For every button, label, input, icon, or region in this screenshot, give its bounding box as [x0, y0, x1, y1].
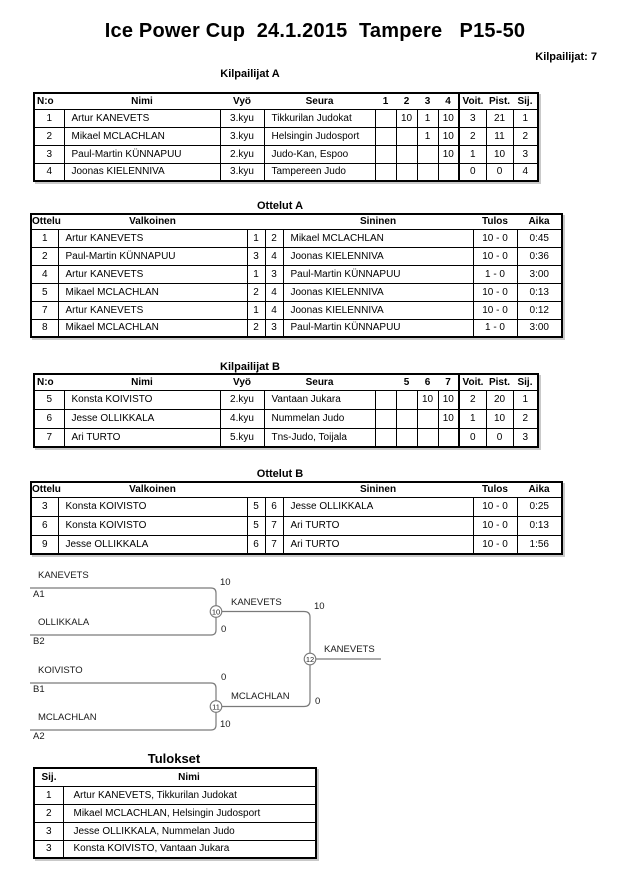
col-header-n1 [247, 482, 265, 497]
cell-nimi: Joonas KIELENNIVA [64, 163, 220, 181]
cell-voit: 1 [459, 145, 486, 163]
header-row [31, 214, 562, 229]
bracket-seed-b1: B1 [33, 684, 45, 695]
cell-r2: 10 [396, 109, 417, 127]
cell-vyo: 5.kyu [220, 428, 264, 447]
col-header-ottelu: Ottelu [31, 482, 58, 497]
cell-vyo: 4.kyu [220, 409, 264, 428]
cell-voit: 0 [459, 163, 486, 181]
cell-r1 [375, 127, 396, 145]
header-row [34, 374, 538, 390]
cell-pist: 0 [486, 163, 513, 181]
result-row [34, 804, 316, 822]
cell-nimi: Ari TURTO [64, 428, 220, 447]
col-header-7: 7 [438, 374, 459, 390]
col-header-n2 [265, 214, 283, 229]
cell-ottelu: 3 [31, 497, 58, 516]
cell-aika: 0:36 [517, 247, 562, 265]
match-row [31, 283, 562, 301]
bracket-semi2-winner-score: 0 [315, 696, 321, 707]
cell-sininen: Ari TURTO [283, 516, 473, 535]
col-header-voit: Voit. [459, 93, 486, 109]
col-header-sininen: Sininen [283, 214, 473, 229]
bracket-semi1-winner-score: 10 [314, 601, 325, 612]
cell-tulos: 10 - 0 [473, 301, 517, 319]
match-row [31, 247, 562, 265]
cell-r1 [375, 145, 396, 163]
cell-sij: 3 [513, 145, 538, 163]
section-title-kilpailijat-a: Kilpailijat A [220, 68, 280, 80]
col-header-tulos: Tulos [473, 482, 517, 497]
col-header-aika: Aika [517, 214, 562, 229]
cell-no: 6 [34, 409, 64, 428]
cell-pist: 10 [486, 409, 513, 428]
cell-seura: Tampereen Judo [264, 163, 375, 181]
match-row [31, 265, 562, 283]
cell-sininen: Ari TURTO [283, 535, 473, 554]
cell-r2 [396, 127, 417, 145]
cell-no: 5 [34, 390, 64, 409]
col-header-sininen: Sininen [283, 482, 473, 497]
cell-valkoinen: Mikael MCLACHLAN [58, 319, 247, 337]
cell-valkoinen: Mikael MCLACHLAN [58, 283, 247, 301]
cell-sininen: Paul-Martin KÜNNAPUU [283, 319, 473, 337]
kilpailijat-a-table [33, 92, 539, 182]
cell-pist: 0 [486, 428, 513, 447]
ottelut-a-table [30, 213, 563, 338]
cell-sij: 2 [513, 409, 538, 428]
cell-aika: 0:25 [517, 497, 562, 516]
bracket-score-a1: 10 [220, 577, 231, 588]
cell-aika: 0:13 [517, 516, 562, 535]
cell-no: 4 [34, 163, 64, 181]
cell-r4: 10 [438, 109, 459, 127]
cell-sininen: Paul-Martin KÜNNAPUU [283, 265, 473, 283]
cell-tulos: 1 - 0 [473, 265, 517, 283]
cell-tulos: 10 - 0 [473, 247, 517, 265]
cell-r2 [396, 409, 417, 428]
cell-sij: 1 [513, 109, 538, 127]
competitor-row [34, 428, 538, 447]
cell-r1 [375, 428, 396, 447]
cell-voit: 0 [459, 428, 486, 447]
cell-n1: 3 [247, 247, 265, 265]
cell-tulos: 10 - 0 [473, 283, 517, 301]
competitor-count: Kilpailijat: 7 [535, 51, 597, 63]
bracket-score-b1: 0 [221, 672, 227, 683]
cell-r2 [396, 390, 417, 409]
cell-sij: 1 [513, 390, 538, 409]
col-header-ottelu: Ottelu [31, 214, 58, 229]
section-title-tulokset: Tulokset [147, 751, 201, 766]
col-header-2: 2 [396, 93, 417, 109]
cell-r1 [375, 109, 396, 127]
page-title: Ice Power Cup 24.1.2015 Tampere P15-50 [104, 20, 526, 42]
cell-ottelu: 9 [31, 535, 58, 554]
col-header-vyo: Vyö [220, 374, 264, 390]
tulokset-table [33, 767, 317, 859]
col-header-pist: Pist. [486, 93, 513, 109]
match-row [31, 229, 562, 247]
cell-pist: 20 [486, 390, 513, 409]
cell-aika: 0:45 [517, 229, 562, 247]
cell-nimi: Jesse OLLIKKALA, Nummelan Judo [63, 822, 316, 840]
cell-sij: 3 [34, 840, 63, 858]
col-header-3: 3 [417, 93, 438, 109]
cell-r2 [396, 428, 417, 447]
cell-vyo: 2.kyu [220, 390, 264, 409]
cell-n2: 4 [265, 283, 283, 301]
cell-ottelu: 4 [31, 265, 58, 283]
col-header-seura: Seura [264, 374, 375, 390]
col-header-5: 5 [396, 374, 417, 390]
bracket-score-b2: 0 [221, 624, 227, 635]
cell-r3 [417, 145, 438, 163]
col-header-blank [375, 374, 396, 390]
cell-sininen: Joonas KIELENNIVA [283, 283, 473, 301]
cell-aika: 3:00 [517, 319, 562, 337]
col-header-nimi: Nimi [64, 374, 220, 390]
cell-sij: 2 [513, 127, 538, 145]
match-row [31, 497, 562, 516]
cell-aika: 3:00 [517, 265, 562, 283]
cell-n1: 1 [247, 301, 265, 319]
bracket-player-b2: OLLIKKALA [38, 617, 90, 628]
ottelut-b-table [30, 481, 563, 555]
bracket-player-a2: MCLACHLAN [38, 712, 97, 723]
cell-n1: 1 [247, 265, 265, 283]
header-row [34, 768, 316, 786]
cell-r2 [396, 163, 417, 181]
elimination-bracket [0, 565, 630, 765]
cell-ottelu: 8 [31, 319, 58, 337]
competitor-row [34, 390, 538, 409]
col-header-sij: Sij. [513, 93, 538, 109]
cell-sininen: Joonas KIELENNIVA [283, 247, 473, 265]
cell-vyo: 3.kyu [220, 127, 264, 145]
bracket-final-winner: KANEVETS [324, 644, 375, 655]
cell-nimi: Mikael MCLACHLAN, Helsingin Judosport [63, 804, 316, 822]
kilpailijat-b-table [33, 373, 539, 448]
cell-r1 [375, 163, 396, 181]
match-row [31, 535, 562, 554]
cell-valkoinen: Konsta KOIVISTO [58, 516, 247, 535]
col-header-voit: Voit. [459, 374, 486, 390]
cell-n2: 6 [265, 497, 283, 516]
result-row [34, 840, 316, 858]
cell-n1: 1 [247, 229, 265, 247]
header-row [31, 482, 562, 497]
col-header-vyo: Vyö [220, 93, 264, 109]
col-header-nimi: Nimi [64, 93, 220, 109]
cell-vyo: 3.kyu [220, 163, 264, 181]
bracket-player-a1: KANEVETS [38, 570, 89, 581]
cell-n2: 2 [265, 229, 283, 247]
cell-pist: 11 [486, 127, 513, 145]
col-header-aika: Aika [517, 482, 562, 497]
cell-sininen: Jesse OLLIKKALA [283, 497, 473, 516]
col-header-tulos: Tulos [473, 214, 517, 229]
cell-nimi: Paul-Martin KÜNNAPUU [64, 145, 220, 163]
col-header-n1 [247, 214, 265, 229]
cell-voit: 2 [459, 390, 486, 409]
cell-valkoinen: Artur KANEVETS [58, 265, 247, 283]
cell-seura: Tikkurilan Judokat [264, 109, 375, 127]
cell-no: 7 [34, 428, 64, 447]
cell-ottelu: 1 [31, 229, 58, 247]
match-number-10: 10 [211, 607, 221, 617]
cell-tulos: 10 - 0 [473, 516, 517, 535]
cell-valkoinen: Paul-Martin KÜNNAPUU [58, 247, 247, 265]
cell-valkoinen: Jesse OLLIKKALA [58, 535, 247, 554]
cell-no: 1 [34, 109, 64, 127]
cell-r3 [417, 163, 438, 181]
cell-seura: Helsingin Judosport [264, 127, 375, 145]
match-row [31, 516, 562, 535]
cell-r4 [438, 163, 459, 181]
cell-r4: 10 [438, 390, 459, 409]
cell-aika: 0:12 [517, 301, 562, 319]
cell-voit: 2 [459, 127, 486, 145]
col-header-valkoinen: Valkoinen [58, 482, 247, 497]
section-title-ottelut-b: Ottelut B [256, 468, 304, 480]
cell-vyo: 2.kyu [220, 145, 264, 163]
bracket-seed-a2: A2 [33, 731, 45, 742]
match-row [31, 319, 562, 337]
cell-n2: 7 [265, 516, 283, 535]
cell-sij: 1 [34, 786, 63, 804]
cell-voit: 3 [459, 109, 486, 127]
col-header-sij: Sij. [513, 374, 538, 390]
cell-n1: 5 [247, 516, 265, 535]
cell-vyo: 3.kyu [220, 109, 264, 127]
section-title-kilpailijat-b: Kilpailijat B [220, 361, 280, 373]
cell-seura: Judo-Kan, Espoo [264, 145, 375, 163]
col-header-valkoinen: Valkoinen [58, 214, 247, 229]
competitor-row [34, 409, 538, 428]
cell-valkoinen: Artur KANEVETS [58, 229, 247, 247]
cell-r4: 10 [438, 409, 459, 428]
cell-valkoinen: Konsta KOIVISTO [58, 497, 247, 516]
bracket-seed-a1: A1 [33, 589, 45, 600]
cell-tulos: 10 - 0 [473, 535, 517, 554]
bracket-score-a2: 10 [220, 719, 231, 730]
col-header-n2 [265, 482, 283, 497]
cell-nimi: Artur KANEVETS, Tikkurilan Judokat [63, 786, 316, 804]
cell-no: 3 [34, 145, 64, 163]
cell-sij: 4 [513, 163, 538, 181]
cell-n2: 3 [265, 265, 283, 283]
cell-n2: 3 [265, 319, 283, 337]
cell-valkoinen: Artur KANEVETS [58, 301, 247, 319]
cell-sij: 3 [34, 822, 63, 840]
col-header-4: 4 [438, 93, 459, 109]
col-header-1: 1 [375, 93, 396, 109]
cell-r1 [375, 409, 396, 428]
col-header-seura: Seura [264, 93, 375, 109]
result-row [34, 822, 316, 840]
cell-tulos: 10 - 0 [473, 229, 517, 247]
cell-pist: 21 [486, 109, 513, 127]
bracket-seed-b2: B2 [33, 636, 45, 647]
cell-ottelu: 5 [31, 283, 58, 301]
cell-nimi: Artur KANEVETS [64, 109, 220, 127]
header-row [34, 93, 538, 109]
competitor-row [34, 127, 538, 145]
cell-pist: 10 [486, 145, 513, 163]
cell-r3 [417, 428, 438, 447]
col-header-sij: Sij. [34, 768, 63, 786]
cell-r3: 10 [417, 390, 438, 409]
cell-no: 2 [34, 127, 64, 145]
col-header-no: N:o [34, 374, 64, 390]
cell-n2: 7 [265, 535, 283, 554]
cell-r3: 1 [417, 127, 438, 145]
cell-r4: 10 [438, 145, 459, 163]
cell-aika: 1:56 [517, 535, 562, 554]
col-header-6: 6 [417, 374, 438, 390]
cell-seura: Nummelan Judo [264, 409, 375, 428]
cell-n2: 4 [265, 247, 283, 265]
cell-tulos: 10 - 0 [473, 497, 517, 516]
cell-tulos: 1 - 0 [473, 319, 517, 337]
cell-seura: Vantaan Jukara [264, 390, 375, 409]
cell-r4: 10 [438, 127, 459, 145]
col-header-no: N:o [34, 93, 64, 109]
col-header-nimi: Nimi [63, 768, 316, 786]
cell-nimi: Konsta KOIVISTO [64, 390, 220, 409]
match-number-11: 11 [212, 702, 220, 712]
bracket-player-b1: KOIVISTO [38, 665, 83, 676]
section-title-ottelut-a: Ottelut A [256, 200, 304, 212]
cell-ottelu: 6 [31, 516, 58, 535]
col-header-pist: Pist. [486, 374, 513, 390]
cell-ottelu: 2 [31, 247, 58, 265]
cell-n1: 6 [247, 535, 265, 554]
cell-sij: 3 [513, 428, 538, 447]
cell-sininen: Mikael MCLACHLAN [283, 229, 473, 247]
cell-r4 [438, 428, 459, 447]
competitor-row [34, 163, 538, 181]
cell-r3: 1 [417, 109, 438, 127]
cell-n2: 4 [265, 301, 283, 319]
cell-voit: 1 [459, 409, 486, 428]
cell-nimi: Konsta KOIVISTO, Vantaan Jukara [63, 840, 316, 858]
cell-n1: 2 [247, 283, 265, 301]
cell-ottelu: 7 [31, 301, 58, 319]
bracket-semi1-winner: KANEVETS [231, 597, 282, 608]
cell-nimi: Jesse OLLIKKALA [64, 409, 220, 428]
competitor-row [34, 109, 538, 127]
cell-r2 [396, 145, 417, 163]
cell-sij: 2 [34, 804, 63, 822]
cell-seura: Tns-Judo, Toijala [264, 428, 375, 447]
cell-nimi: Mikael MCLACHLAN [64, 127, 220, 145]
result-row [34, 786, 316, 804]
cell-r3 [417, 409, 438, 428]
cell-n1: 5 [247, 497, 265, 516]
cell-sininen: Joonas KIELENNIVA [283, 301, 473, 319]
competitor-row [34, 145, 538, 163]
cell-aika: 0:13 [517, 283, 562, 301]
match-row [31, 301, 562, 319]
cell-r1 [375, 390, 396, 409]
cell-n1: 2 [247, 319, 265, 337]
match-number-12: 12 [305, 654, 315, 664]
bracket-semi2-winner: MCLACHLAN [231, 691, 290, 702]
